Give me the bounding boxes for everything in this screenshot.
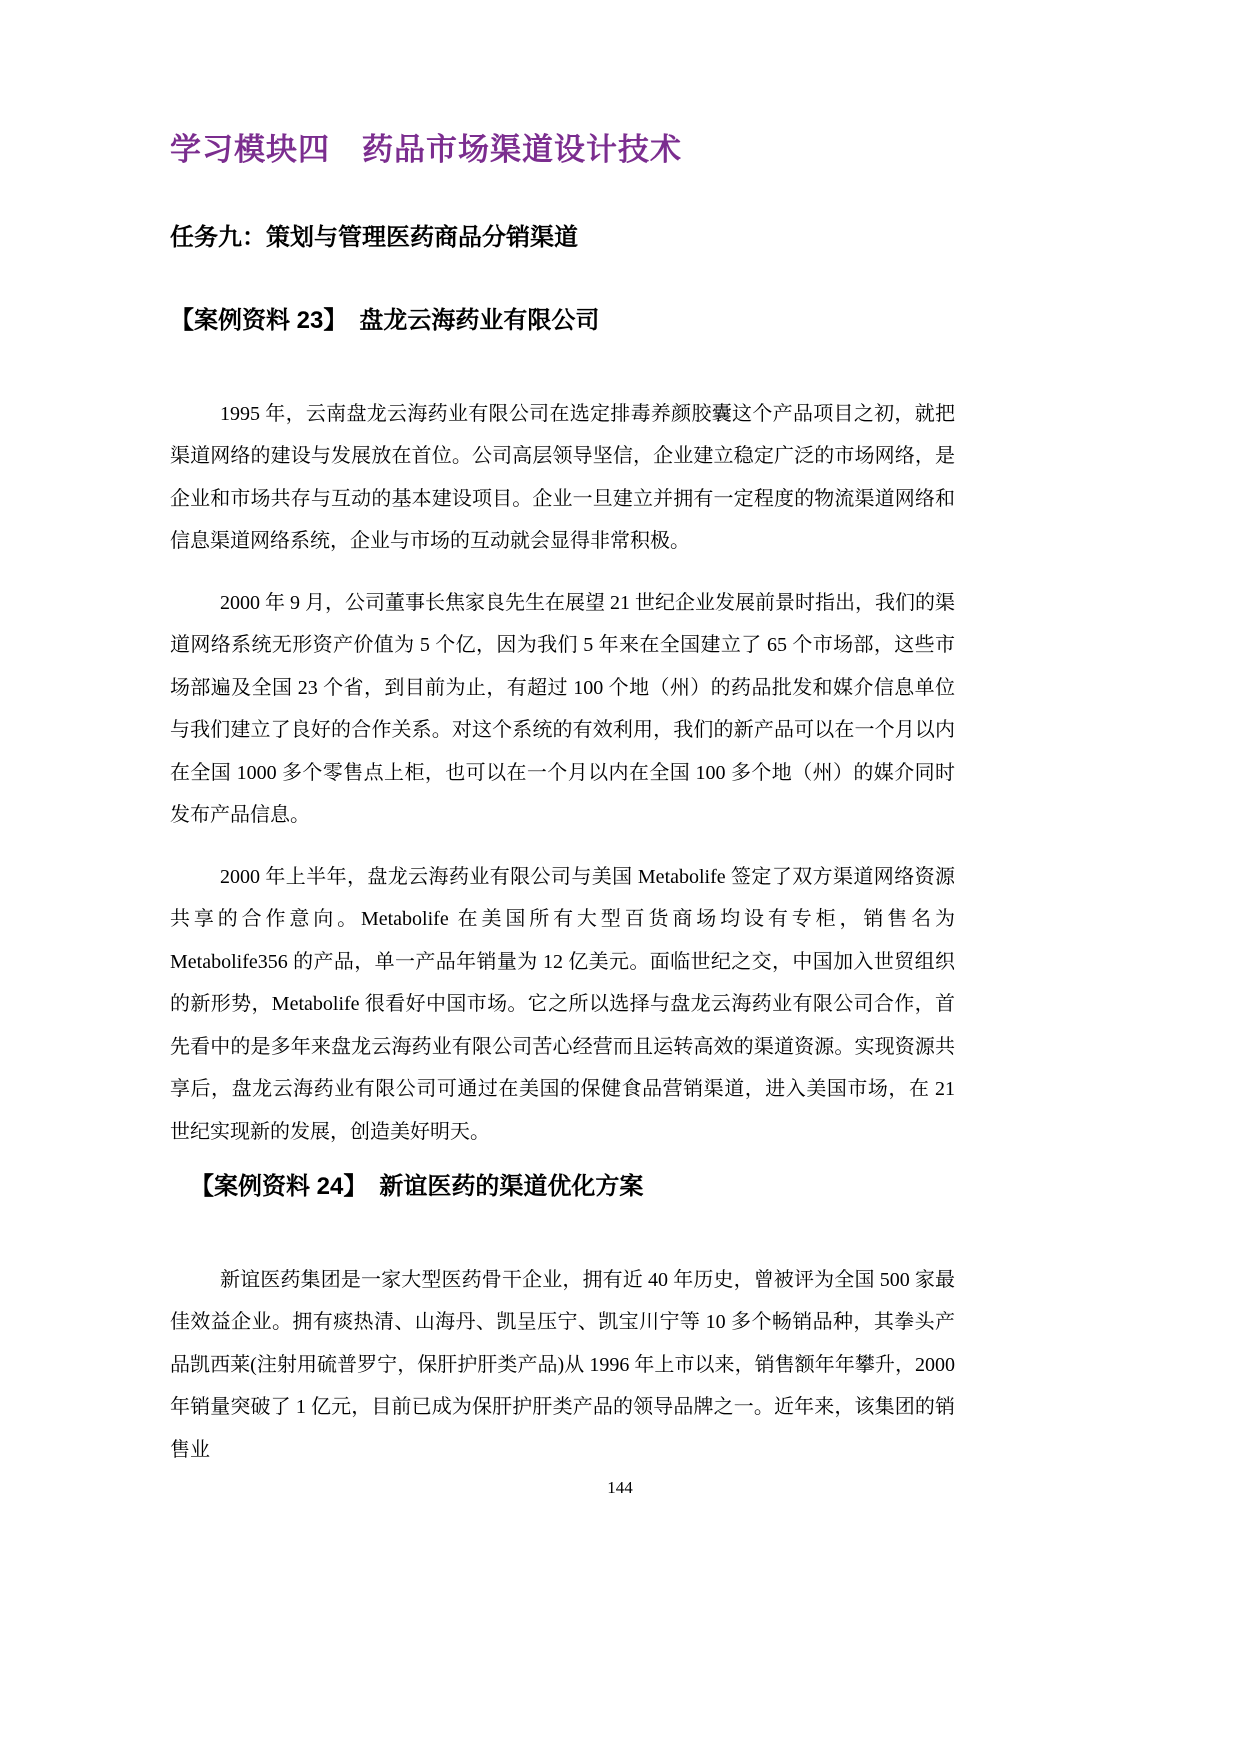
page-content <box>170 0 955 1490</box>
case-23-paragraph-3: 2000 年上半年，盘龙云海药业有限公司与美国 Metabolife 签定了双方渠道网络资源共享的合作意向。Metabolife 在美国所有大型百货商场均设有专柜，销售名为 Metabolife356 的产品，单一产品年销量为 12 亿美元。面临世纪之交，中国加入世贸组织的新形势，Metabolife 很看好中国市场。它之所以选择与盘龙云海药业有限公司合作，首先看中的是多年来盘龙云海药业有限公司苦心经营而且运转高效的渠道资源。实现资源共享后，盘龙云海药业有限公司可通过在美国的保健食品营销渠道，进入美国市场，在 21 世纪实现新的发展，创造美好明天。 <box>170 865 955 1143</box>
case-23-paragraph-1: 1995 年，云南盘龙云海药业有限公司在选定排毒养颜胶囊这个产品项目之初，就把渠道网络的建设与发展放在首位。公司高层领导坚信，企业建立稳定广泛的市场网络，是企业和市场共存与互动的基本建设项目。企业一旦建立并拥有一定程度的物流渠道网络和信息渠道网络系统，企业与市场的互动就会显得非常积极。 <box>170 402 955 553</box>
module-title: 学习模块四 药品市场渠道设计技术 <box>170 132 682 167</box>
task-heading: 任务九：策划与管理医药商品分销渠道 <box>170 223 578 251</box>
case-23-heading: 【案例资料 23】 盘龙云海药业有限公司 <box>170 307 600 335</box>
case-24-paragraph-1: 新谊医药集团是一家大型医药骨干企业，拥有近 40 年历史，曾被评为全国 500 家最佳效益企业。拥有痰热清、山海丹、凯呈压宁、凯宝川宁等 10 多个畅销品种，其拳头产品凯西莱(注射用硫普罗宁，保肝护肝类产品)从 1996 年上市以来，销售额年年攀升，2000 年销量突破了 1 亿元，目前已成为保肝护肝类产品的领导品牌之一。近年来，该集团的销售业 <box>170 1268 955 1461</box>
case-23-paragraph-2: 2000 年 9 月，公司董事长焦家良先生在展望 21 世纪企业发展前景时指出，我们的渠道网络系统无形资产价值为 5 个亿，因为我们 5 年来在全国建立了 65 个市场部，这些市场部遍及全国 23 个省，到目前为止，有超过 100 个地（州）的药品批发和媒介信息单位与我们建立了良好的合作关系。对这个系统的有效利用，我们的新产品可以在一个月以内在全国 1000 多个零售点上柜，也可以在一个月以内在全国 100 多个地（州）的媒介同时发布产品信息。 <box>170 591 955 827</box>
page-number: 144 <box>607 1478 633 1497</box>
case-24-heading: 【案例资料 24】 新谊医药的渠道优化方案 <box>190 1173 644 1201</box>
